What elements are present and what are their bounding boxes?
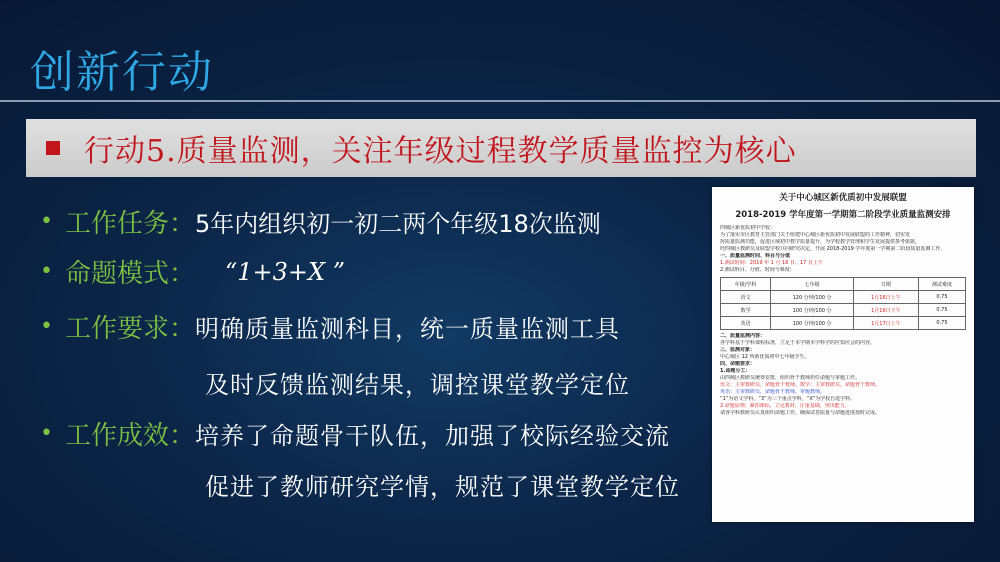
doc-section: 三、监测对象：	[720, 347, 756, 353]
action-banner	[26, 119, 976, 177]
item-continuation: 及时反馈监测结果，调控课堂教学定位	[205, 371, 630, 399]
table-cell: 100 分钟/100 分	[771, 304, 854, 317]
doc-line: 英语：主审教研员，命题骨干教师，审题教师。	[720, 389, 826, 395]
banner-text: 行动5.质量监测，关注年级过程教学质量监控为核心	[84, 134, 797, 169]
dot-icon: •	[40, 259, 53, 284]
dot-icon: •	[40, 421, 53, 446]
doc-para: 挥质量监测功能，促进区域初中教学质量提升，为学校教学管理和学生发展提供参考依据，	[720, 239, 921, 245]
table-row	[721, 291, 966, 304]
table-row	[721, 304, 966, 317]
table-header-cell: 年级/学科	[721, 278, 771, 291]
doc-section: 一、质量监测时间、科目与分值	[720, 253, 791, 259]
doc-intro: 四城区新优质初中学校：	[720, 225, 776, 231]
document-thumbnail	[712, 187, 974, 522]
item-value: 5年内组织初一初二两个年级18次监测	[195, 210, 601, 238]
item-label: 工作成效：	[64, 421, 195, 451]
bullet-item-mode	[40, 253, 345, 290]
item-value: 培养了命题骨干队伍，加强了校际经验交流	[195, 422, 670, 450]
item-continuation: 促进了教师研究学情，规范了课堂教学定位	[205, 473, 680, 501]
table-cell: 数学	[721, 304, 771, 317]
item-label: 工作任务：	[64, 209, 195, 239]
doc-line: 请各学科教研员认真组织命题工作，确保试卷质量与命题进度按时完成。	[720, 410, 881, 416]
doc-line: 2.命题原则：紧扣课标，立足教材，注重基础，突出能力。	[720, 403, 850, 409]
item-label: 工作要求：	[64, 314, 195, 344]
page-title: 创新行动	[30, 47, 214, 98]
square-bullet-icon	[46, 141, 60, 155]
dot-icon: •	[40, 209, 53, 234]
doc-line: 2.测试科目、分值、时间与难度：	[720, 267, 795, 273]
table-cell: 语文	[721, 291, 771, 304]
table-header-cell: 七年级	[771, 278, 854, 291]
doc-line: 1.命题分工：	[720, 368, 751, 374]
table-header-row	[721, 278, 966, 291]
title-divider	[0, 100, 1000, 102]
table-cell: 1月16日下午	[853, 304, 918, 317]
item-value: 明确质量监测科目，统一质量监测工具	[195, 315, 620, 343]
table-cell: 0.75	[918, 304, 965, 317]
doc-section: 二、质量监测内容：	[720, 333, 766, 339]
doc-title-line1: 关于中心城区新优质初中发展联盟	[779, 193, 907, 203]
doc-para: 经四城区教研员及联盟学校共同研究决定，开展 2018-2019 学年度第一学期第二阶段质量监测工作。	[720, 246, 946, 252]
dot-icon: •	[40, 314, 53, 339]
doc-para: 为了落实市区教育主管部门关于组建中心城区新优质初中发展联盟的工作精神，切实发	[720, 232, 911, 238]
item-value: “1+3+X ”	[225, 257, 346, 286]
doc-line: 由四城区教研员统筹安排，组织骨干教师担任命题与审题工作。	[720, 375, 861, 381]
doc-line: 中心城区 12 所新优质初中七年级学生。	[720, 354, 810, 360]
table-cell: 1月16日上午	[853, 291, 918, 304]
doc-section: 四、命题要求：	[720, 361, 756, 367]
doc-line: “1”为语文学科，“3”为三个重点学科，“X”为学校自选学科。	[720, 396, 856, 402]
item-label: 命题模式：	[64, 259, 195, 289]
bullet-item-results	[40, 415, 670, 452]
table-cell: 0.75	[918, 317, 965, 330]
table-header-cell: 测试难度	[918, 278, 965, 291]
table-cell: 120 分钟/100 分	[771, 291, 854, 304]
doc-schedule-table	[720, 277, 966, 330]
table-cell: 1月17日上午	[853, 317, 918, 330]
table-cell: 100 分钟/100 分	[771, 317, 854, 330]
bullet-item-task	[40, 203, 601, 240]
doc-line: 1.测试时间：2019 年 1 月 16 日、17 日上午	[720, 260, 823, 266]
bullet-item-requirements	[40, 308, 620, 345]
table-cell: 0.75	[918, 291, 965, 304]
table-header-cell: 日期	[853, 278, 918, 291]
table-row	[721, 317, 966, 330]
table-cell: 英语	[721, 317, 771, 330]
doc-line: 语文：主审教研员，命题骨干教师。数学：主审教研员，命题骨干教师。	[720, 382, 881, 388]
doc-title-line2: 2018-2019 学年度第一学期第二阶段学业质量监测安排	[735, 210, 951, 220]
doc-line: 各学科基于学科课程标准，立足于本学期本学科学的应知应会的内容。	[720, 340, 876, 346]
